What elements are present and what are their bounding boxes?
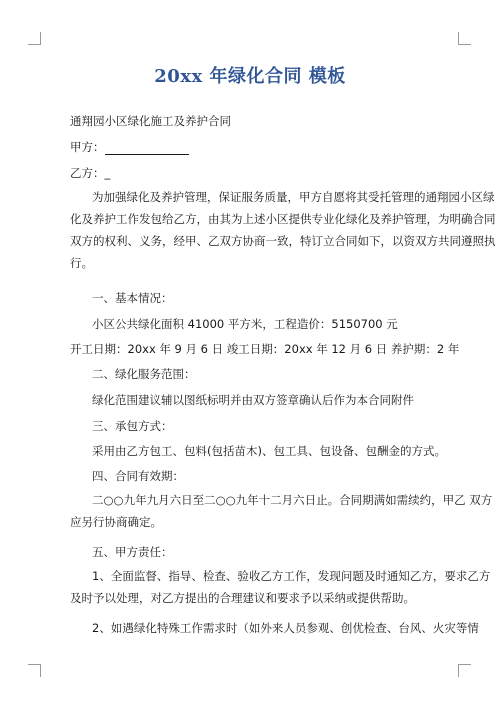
intro-line: 化及养护工作发包给乙方，由其为上述小区提供专业化绿化及养护管理，为明确合同 <box>70 212 496 226</box>
section-5-item-1-line: 及时予以处理，对乙方提出的合理建议和要求予以采纳或提供帮助。 <box>70 591 415 605</box>
party-b-line: 乙方：_ <box>70 166 111 180</box>
section-2-title: 二、绿化服务范围： <box>92 367 196 381</box>
crop-mark-bottom-left <box>28 664 41 677</box>
section-4-line: 应另行协商确定。 <box>70 515 162 529</box>
section-3-text: 采用由乙方包工、包料(包括苗木)、包工具、包设备、包酬金的方式。 <box>92 444 446 458</box>
title-year: 20xx <box>154 66 203 87</box>
intro-paragraph <box>70 186 496 274</box>
title-text: 年绿化合同 模板 <box>202 66 346 87</box>
contract-heading: 通翔园小区绿化施工及养护合同 <box>70 114 231 128</box>
page-title <box>0 62 500 88</box>
section-5-item-1 <box>70 565 491 609</box>
party-a-blank <box>105 154 189 155</box>
crop-mark-top-left <box>28 32 41 45</box>
crop-mark-bottom-right <box>458 664 471 677</box>
section-2-text: 绿化范围建议辅以图纸标明并由双方签章确认后作为本合同附件 <box>92 393 414 407</box>
section-4-paragraph <box>70 489 493 533</box>
section-1-title: 一、基本情况： <box>92 291 173 305</box>
party-a-label: 甲方： <box>70 140 105 154</box>
section-4-title: 四、合同有效期： <box>92 469 184 483</box>
section-5-item-2: 2、如遇绿化特殊工作需求时（如外来人员参观、创优检查、台风、火灾等情 <box>92 621 479 635</box>
intro-line: 双方的权利、义务，经甲、乙双方协商一致，特订立合同如下，以资双方共同遵照执 <box>70 234 496 248</box>
section-4-line: 二○○九年九月六日至二○○九年十二月六日止。合同期满如需续约，甲乙 双方 <box>92 493 493 507</box>
intro-line: 行。 <box>70 256 93 270</box>
section-3-title: 三、承包方式： <box>92 419 173 433</box>
crop-mark-top-right <box>458 32 471 45</box>
intro-line: 为加强绿化及养护管理，保证服务质量，甲方自愿将其受托管理的通翔园小区绿 <box>92 190 495 204</box>
section-5-title: 五、甲方责任： <box>92 545 173 559</box>
party-a-line <box>70 140 424 155</box>
section-5-item-1-line: 1、全面监督、指导、检查、验收乙方工作，发现问题及时通知乙方，要求乙方 <box>92 569 491 583</box>
section-1-area: 小区公共绿化面积 41000 平方米，工程造价：5150700 元 <box>92 317 398 331</box>
section-1-dates: 开工日期：20xx 年 9 月 6 日 竣工日期：20xx 年 12 月 6 日 养护期：2 年 <box>70 342 460 356</box>
